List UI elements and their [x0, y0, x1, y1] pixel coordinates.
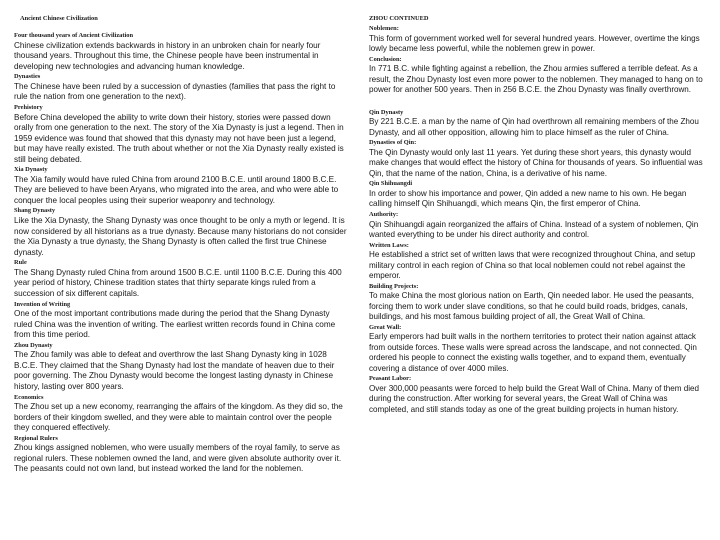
- section-text: The Xia family would have ruled China from around 2100 B.C.E. until around 1800 B.C.E. They are believed to have been Aryans, who migrated into the area, and who were able to conquer the local peoples using their superior weaponry and technology.: [14, 174, 339, 205]
- section-peasant-labor: [369, 375, 709, 415]
- section-text: Qin Shihuangdi again reorganized the affairs of China. Instead of a system of noblemen, Qin wanted everything to be under his direct authority and control.: [369, 219, 699, 240]
- section-heading: Shang Dynasty: [14, 207, 56, 215]
- section-authority: [369, 211, 709, 241]
- section-prehistory: [14, 104, 347, 165]
- section-gap: [369, 97, 709, 109]
- section-text: Over 300,000 peasants were forced to help build the Great Wall of China. Many of them died during the construction. After working for several years, the Great Wall of China was completed, and still stands today as one of the great building projects in human history.: [369, 383, 699, 414]
- section-heading: Dynasties of Qin:: [369, 139, 417, 147]
- right-column: [369, 14, 709, 416]
- section-text: This form of government worked well for several hundred years. However, overtime the kings lowly became less powerful, while the noblemen grew in power.: [369, 33, 700, 54]
- section-heading: Building Projects:: [369, 282, 419, 290]
- section-heading: Xia Dynasty: [14, 166, 48, 174]
- section-heading: Four thousand years of Ancient Civilization: [14, 32, 134, 39]
- section-text: The Zhou family was able to defeat and overthrow the last Shang Dynasty king in 1028 B.C.E. They claimed that the Shang Dynasty had lost the mandate of heaven due to their poor governing. The Zhou Dynasty would become the longest lasting dynasty in Chinese history, lasting over 800 years.: [14, 350, 335, 391]
- section-text: Chinese civilization extends backwards in history in an unbroken chain for nearly four thousand years. Throughout this time, the Chinese people have been instrumental in developing new technologies and advancing human knowledge.: [14, 40, 321, 71]
- section-zhou-dynasty: [14, 342, 347, 393]
- section-heading: Qin Dynasty: [369, 108, 404, 116]
- left-column: [14, 14, 347, 476]
- section-text: By 221 B.C.E. a man by the name of Qin had overthrown all remaining members of the Zhou Dynasty, and all other opposition, allowing him to place himself as the ruler of China.: [369, 117, 699, 137]
- section-text: Zhou kings assigned noblemen, who were usually members of the royal family, to serve as regional rulers. These noblemen owned the land, and were given absolute authority over it. The peasants could not own land, but instead worked the land for the noblemen.: [14, 443, 342, 474]
- section-heading: Authority:: [369, 210, 399, 218]
- section-heading: Written Laws:: [369, 241, 409, 249]
- section-text: Early emperors had built walls in the northern territories to protect their nation against attack from outside forces. These walls were spread across the landscape, and not connected. Qin ordered his people to connect the existing walls together, and to expand them, eventually covering a distance of over 4000 miles.: [369, 332, 697, 373]
- section-heading: Regional Rulers: [14, 434, 58, 442]
- section-economics: [14, 394, 347, 434]
- section-heading: Peasant Labor:: [369, 375, 412, 383]
- section-heading: Dynasties: [14, 73, 41, 81]
- continued-title: ZHOU CONTINUED: [369, 15, 429, 22]
- section-qin-dynasty: [369, 109, 709, 139]
- section-heading: Rule: [14, 259, 27, 267]
- section-text: To make China the most glorious nation on Earth, Qin needed labor. He used the peasants, forcing them to work under slave conditions, so that he could build roads, bridges, canals, buildings, and his most famous building project of all, the Great Wall of China.: [369, 291, 694, 322]
- section-heading: Prehistory: [14, 103, 43, 111]
- section-conclusion: [369, 56, 709, 96]
- section-qin-shihuangdi: [369, 180, 709, 210]
- section-dynasties: [14, 73, 347, 103]
- section-xia-dynasty: [14, 166, 347, 206]
- section-heading: Noblemen:: [369, 25, 399, 32]
- section-text: The Shang Dynasty ruled China from around 1500 B.C.E. until 1100 B.C.E. During this 400 year period of history, Chinese tradition states that thirty separate kings ruled from a succession of six different capitals.: [14, 267, 342, 298]
- section-heading: Conclusion:: [369, 55, 402, 63]
- section-text: In 771 B.C. while fighting against a rebellion, the Zhou armies suffered a terrible defeat. As a result, the Zhou Dynasty lost even more power to the noblemen. They managed to hang on to power for another 500 years. Then in 256 B.C.E. the Zhou Dynasty was finally overthrown.: [369, 64, 703, 95]
- section-text: Before China developed the ability to write down their history, stories were passed down orally from one generation to the next. The story of the Xia Dynasty is just a legend. Then in 1959 evidence was found that showed that this dynasty may not have been just a legend, but may have really existed. The truth about whether or not the Xia Dynasty really existed is still being debated.: [14, 112, 344, 164]
- section-heading: Invention of Writing: [14, 300, 71, 308]
- section-invention-of-writing: [14, 301, 347, 341]
- section-four-thousand-years: [14, 32, 347, 72]
- section-noblemen: [369, 25, 709, 55]
- section-heading: Zhou Dynasty: [14, 341, 53, 349]
- section-text: In order to show his importance and power, Qin added a new name to his own. He began calling himself Qin Shihuangdi, which means Qin, the first emperor of China.: [369, 188, 687, 209]
- section-written-laws: [369, 242, 709, 282]
- section-dynasties-of-qin: [369, 139, 709, 179]
- section-rule: [14, 259, 347, 299]
- document-title: Ancient Chinese Civilization: [20, 15, 98, 22]
- section-great-wall: [369, 324, 709, 375]
- section-heading: Qin Shihuangdi: [369, 180, 413, 188]
- section-heading: Great Wall:: [369, 323, 402, 331]
- section-heading: Economics: [14, 393, 44, 401]
- section-text: One of the most important contributions made during the period that the Shang Dynasty ruled China was the invention of writing. The earliest written records found in China come from this time period.: [14, 309, 336, 340]
- section-text: The Chinese have been ruled by a succession of dynasties (families that pass the right to rule the nation from one generation to the next).: [14, 81, 336, 102]
- section-building-projects: [369, 283, 709, 323]
- section-text: The Zhou set up a new economy, rearranging the affairs of the kingdom. As they did so, the borders of their kingdom swelled, and they were able to maintain control over the people they conquered effectively.: [14, 402, 343, 433]
- section-text: Like the Xia Dynasty, the Shang Dynasty was once thought to be only a myth or legend. It is now considered by all historians as a true dynasty. Because many historians do not consider the Xia Dynasty a true dynasty, the Shang Dynasty is often called the first true Chinese dynasty.: [14, 216, 347, 257]
- section-text: He established a strict set of written laws that were recognized throughout China, and setup military control in each region of China so that local noblemen could not rebel against the emperor.: [369, 250, 696, 281]
- section-regional-rulers: [14, 435, 347, 475]
- section-shang-dynasty: [14, 207, 347, 258]
- section-text: The Qin Dynasty would only last 11 years. Yet during these short years, this dynasty would make changes that would effect the history of China for thousands of years. So influential was Qin, that the name of the nation, China, is a derivative of his name.: [369, 147, 703, 178]
